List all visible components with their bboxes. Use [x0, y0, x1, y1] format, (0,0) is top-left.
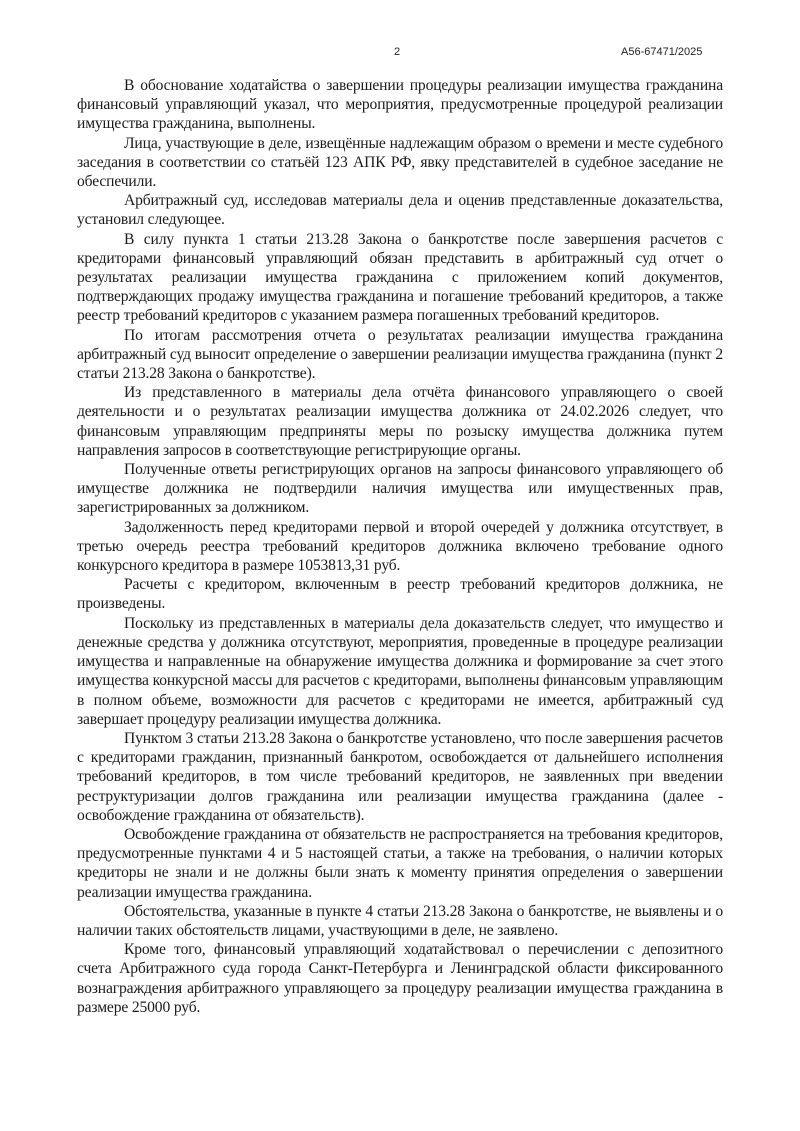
document-body [77, 76, 723, 1017]
paragraph: Кроме того, финансовый управляющий ходатайствовал о перечислении с депозитного счета Арбитражного суда города Санкт-Петербурга и Ленинградской области фиксированного вознаграждения арбитражного управляющего за процедуру реализации имущества гражданина в размере 25000 руб. [77, 941, 723, 1016]
paragraph: Арбитражный суд, исследовав материалы дела и оценив представленные доказательства, установил следующее. [77, 192, 723, 229]
paragraph: Обстоятельства, указанные в пункте 4 статьи 213.28 Закона о банкротстве, не выявлены и о наличии таких обстоятельств лицами, участвующими в деле, не заявлено. [77, 902, 723, 939]
paragraph: Задолженность перед кредиторами первой и второй очередей у должника отсутствует, в третью очередь реестра требований кредиторов должника включено требование одного конкурсного кредитора в размере 1053813,31 руб. [77, 518, 723, 575]
page-header [0, 46, 800, 64]
paragraph: В силу пункта 1 статьи 213.28 Закона о банкротстве после завершения расчетов с кредиторами финансовый управляющий обязан представить в арбитражный суд отчет о результатах реализации имущества гражданина с приложением копий документов, подтверждающих продажу имущества гражданина и погашение требований кредиторов, а также реестр требований кредиторов с указанием размера погашенных требований кредиторов. [77, 230, 723, 325]
case-number: А56-67471/2025 [621, 46, 703, 58]
paragraph: Полученные ответы регистрирующих органов на запросы финансового управляющего об имуществе должника не подтвердили наличия имущества или имущественных прав, зарегистрированных за должником. [77, 461, 723, 517]
paragraph: По итогам рассмотрения отчета о результатах реализации имущества гражданина арбитражный суд выносит определение о завершении реализации имущества гражданина (пункт 2 статьи 213.28 Закона о банкротстве). [77, 326, 723, 383]
paragraph: В обоснование ходатайства о завершении процедуры реализации имущества гражданина финансовый управляющий указал, что мероприятия, предусмотренные процедурой реализации имущества гражданина, выполнены. [77, 77, 723, 133]
paragraph: Пунктом 3 статьи 213.28 Закона о банкротстве установлено, что после завершения расчетов с кредиторами гражданин, признанный банкротом, освобождается от дальнейшего исполнения требований кредиторов, в том числе требований кредиторов, не заявленных при введении реструктуризации долгов гражданина или реализации имущества гражданина (далее - освобождение гражданина от обязательств). [77, 729, 723, 824]
paragraph: Поскольку из представленных в материалы дела доказательств следует, что имущество и денежные средства у должника отсутствуют, мероприятия, проведенные в процедуре реализации имущества и направленные на обнаружение имущества должника и формирование за счет этого имущества конкурсной массы для расчетов с кредиторами, выполнены финансовым управляющим в полном объеме, возможности для расчетов с кредиторами не имеется, арбитражный суд завершает процедуру реализации имущества должника. [77, 614, 723, 728]
paragraph: Из представленного в материалы дела отчёта финансового управляющего о своей деятельности и о результатах реализации имущества должника от 24.02.2026 следует, что финансовым управляющим предприняты меры по розыску имущества должника путем направления запросов в соответствующие регистрирующие органы. [77, 384, 723, 459]
paragraph: Освобождение гражданина от обязательств не распространяется на требования кредиторов, предусмотренные пунктами 4 и 5 настоящей статьи, а также на требования, о наличии которых кредиторы не знали и не должны были знать к моменту принятия определения о завершении реализации имущества гражданина. [77, 825, 723, 901]
paragraph: Расчеты с кредитором, включенным в реестр требований кредиторов должника, не произведены. [77, 576, 723, 613]
page-number: 2 [394, 46, 401, 58]
paragraph: Лица, участвующие в деле, извещённые надлежащим образом о времени и месте судебного заседания в соответствии со статьёй 123 АПК РФ, явку представителей в судебное заседание не обеспечили. [77, 134, 723, 191]
